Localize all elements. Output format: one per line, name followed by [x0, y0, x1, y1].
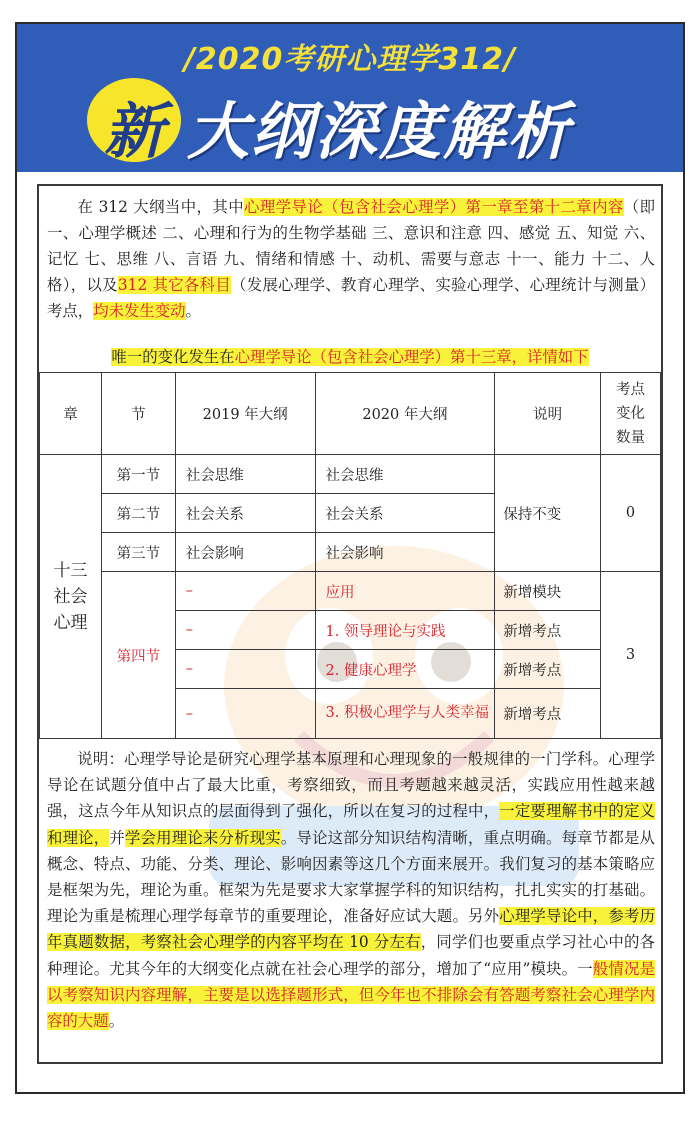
chapter-label: 十三社会心理: [53, 560, 88, 633]
cell-2020: 2. 健康心理学: [315, 650, 495, 689]
table-row: [40, 572, 661, 611]
cell-explain: 新增考点: [495, 611, 601, 650]
note-highlight-1: 一定要理解书中的定义和理论，: [47, 802, 655, 847]
new-section-cell: 第四节: [101, 572, 175, 739]
cell-2019: –: [175, 611, 315, 650]
cell-explain: 新增模块: [495, 572, 601, 611]
cell-2019: 社会影响: [175, 533, 315, 572]
cell-2020: 应用: [315, 572, 495, 611]
unchanged-count: 0: [601, 455, 661, 572]
syllabus-table: [39, 372, 661, 739]
cell-2019: –: [175, 572, 315, 611]
note-text-5: 。: [108, 1012, 124, 1031]
document-body: [37, 184, 663, 1064]
page-frame: [15, 22, 685, 1094]
new-count: 3: [601, 572, 661, 739]
cell-explain: 新增考点: [495, 689, 601, 739]
cell-2019: –: [175, 650, 315, 689]
intro-paragraph: [39, 186, 661, 324]
new-badge-label: 新: [104, 97, 164, 167]
header-section: 节: [101, 373, 175, 455]
intro-text-2: （即一、心理学概述 二、心理和行为的生物学基础 三、意识和注意 四、感觉 五、知觉 六、记忆 七、思维 八、言语 九、情绪和情感 十、动机、需要与意志 十一、能力 十二、人格），以及: [47, 198, 655, 294]
cell-2019: –: [175, 689, 315, 739]
header-explain: 说明: [495, 373, 601, 455]
cell-2019: 社会思维: [175, 455, 315, 494]
section-cell: 第三节: [101, 533, 175, 572]
note-text-4: ，同学们也要重点学习社心中的各种理论。尤其今年的大纲变化点就在社会心理学的部分，增加了“应用”模块。一: [47, 933, 655, 978]
explanation-paragraph: [39, 742, 661, 1034]
note-highlight-4: 般情况是以考察知识内容理解，主要是以选择题形式，但今年也不排除会有答题考察社会心理学内容的大题: [47, 959, 655, 1031]
intro-highlight-3: 均未发生变动: [93, 302, 186, 320]
intro-text-3: （发展心理学、教育心理学、实验心理学、心理统计与测量）考点，: [47, 276, 655, 320]
banner-subtitle: /2020考研心理学312/: [183, 42, 517, 77]
note-highlight-2: 学会用理论来分析现实: [124, 828, 281, 847]
header-2020: 2020 年大纲: [315, 373, 495, 455]
chapter-cell: [40, 455, 102, 739]
cell-2020: 社会关系: [315, 494, 495, 533]
note-highlight-3: 心理学导论中，参考历年真题数据，考察社会心理学的内容平均在 10 分左右: [47, 907, 655, 952]
change-summary-b: 心理学导论（包含社会心理学）第十三章，详情如下: [234, 348, 589, 366]
header-change-count: 考点变化数量: [601, 373, 661, 455]
intro-text-1: 在 312 大纲当中，其中: [77, 198, 245, 216]
header-banner: [17, 24, 683, 172]
cell-2020: 3. 积极心理学与人类幸福: [315, 689, 495, 739]
new-badge: [87, 78, 181, 167]
header-chapter: 章: [40, 373, 102, 455]
table-row: [40, 455, 661, 494]
intro-highlight-2: 312 其它各科目: [117, 276, 232, 294]
table-header-row: [40, 373, 661, 455]
intro-text-4: 。: [185, 302, 201, 320]
cell-2020: 社会思维: [315, 455, 495, 494]
cell-explain: 新增考点: [495, 650, 601, 689]
banner-title: 大纲深度解析: [187, 95, 572, 168]
cell-2020: 社会影响: [315, 533, 495, 572]
unchanged-note: 保持不变: [495, 455, 601, 572]
section-cell: 第一节: [101, 455, 175, 494]
change-summary-a: 唯一的变化发生在: [111, 348, 235, 366]
note-text-3: 。导论这部分知识结构清晰，重点明确。每章节都是从概念、特点、功能、分类、理论、影响因素等这几个方面来展开。我们复习的基本策略应是框架为先，理论为重。框架为先是要求大家掌握学科的知识结构，扎扎实实的打基础。理论为重是梳理心理学每章节的重要理论，准备好应试大题。另外: [47, 828, 655, 926]
section-cell: 第二节: [101, 494, 175, 533]
note-text-1: 说明：心理学导论是研究心理学基本原理和心理现象的一般规律的一门学科。心理学导论在试题分值中占了最大比重，考察细致，而且考题越来越灵活，实践应用性越来越强，这点今年从知识点的层面得到了强化，所以在复习的过程中，: [47, 750, 655, 821]
cell-2020: 1. 领导理论与实践: [315, 611, 495, 650]
note-text-2: 并: [109, 828, 125, 847]
change-summary-line: [39, 344, 661, 370]
intro-highlight-1: 心理学导论（包含社会心理学）第一章至第十二章内容: [244, 198, 624, 216]
header-2019: 2019 年大纲: [175, 373, 315, 455]
cell-2019: 社会关系: [175, 494, 315, 533]
